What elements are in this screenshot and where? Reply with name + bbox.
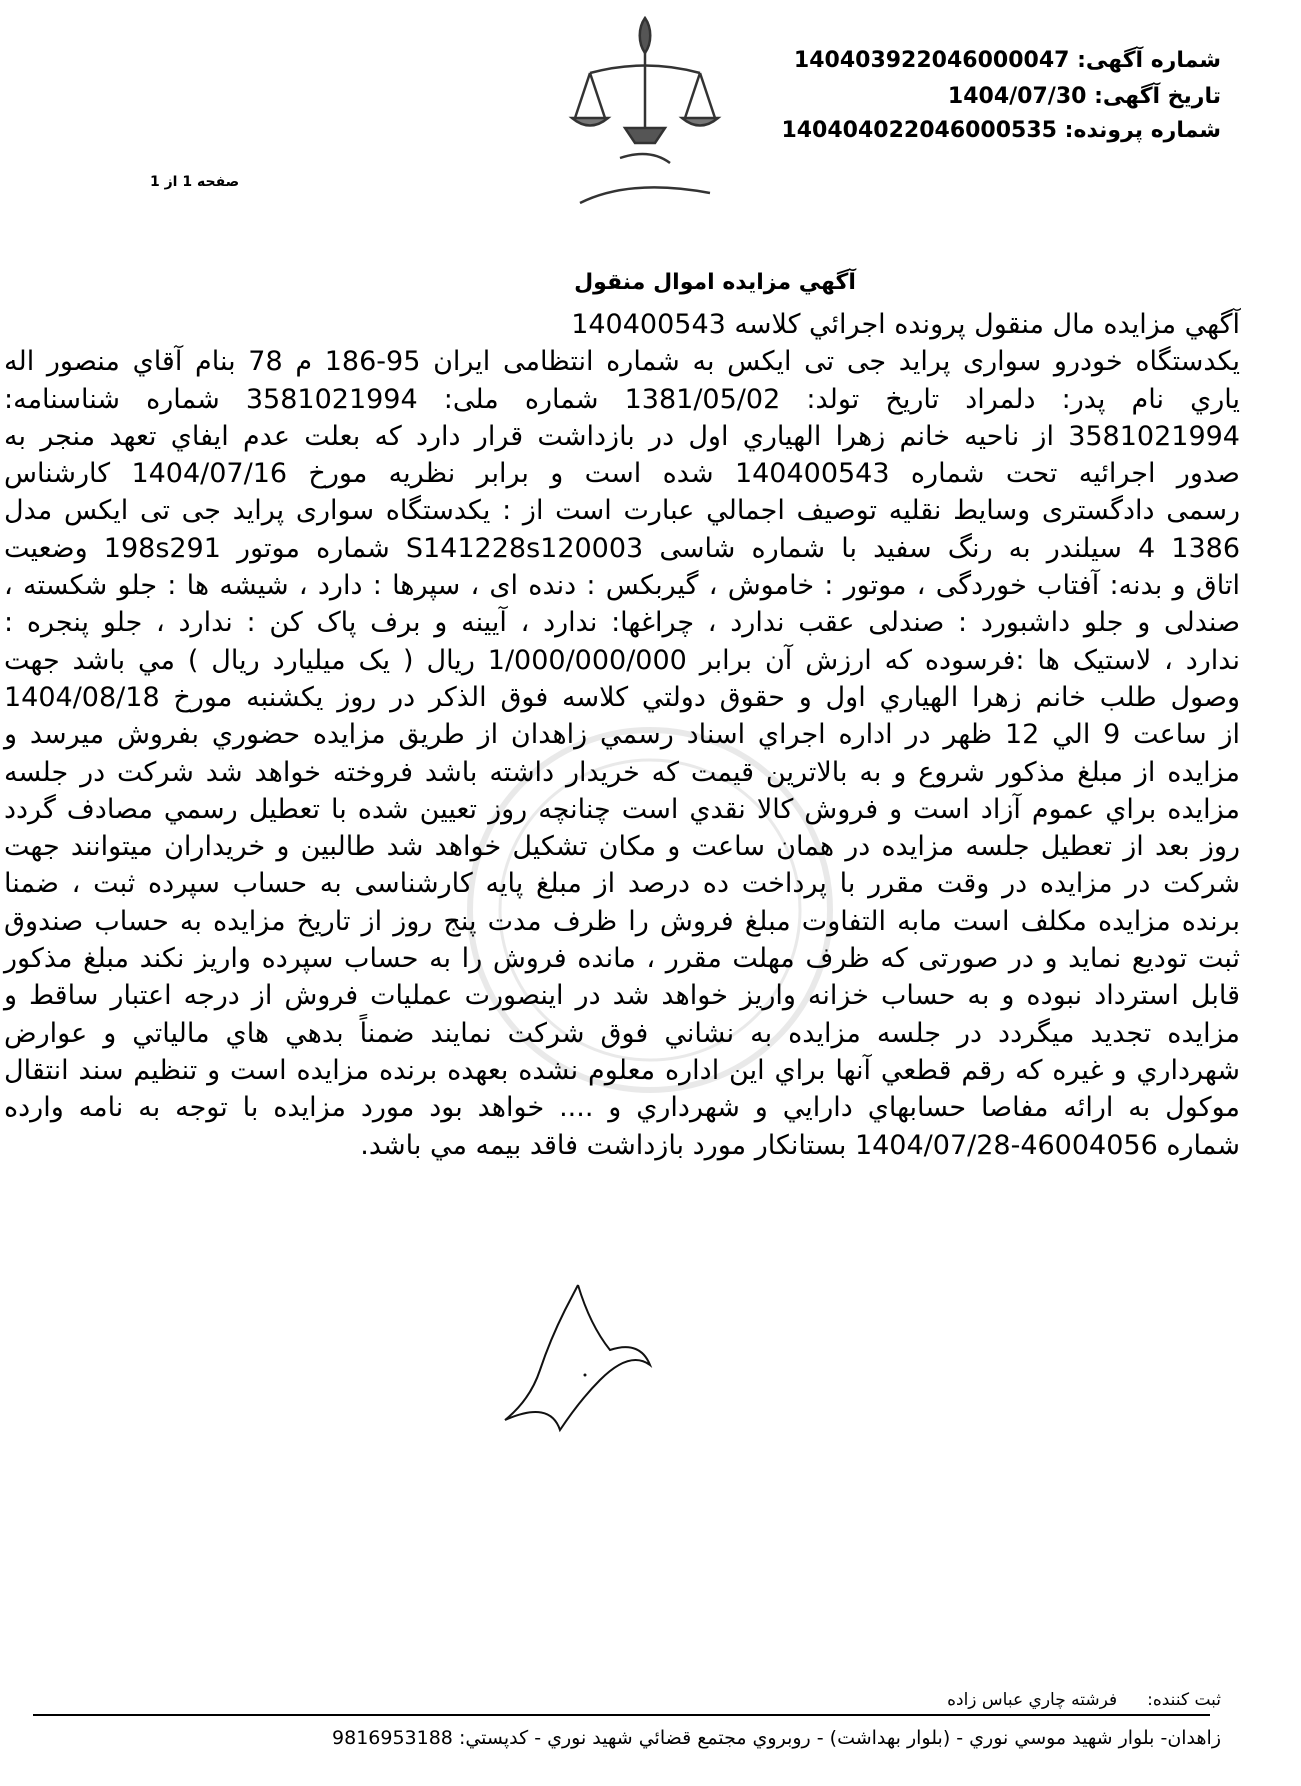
- body-line: 1386 4 سیلندر به رنگ سفید با شماره شاسی S141228s120003 شماره موتور 198s291 وضعیت: [4, 532, 1240, 564]
- notice-body: [4, 306, 1240, 1164]
- body-line: موكول به ارائه مفاصا حسابهاي دارايي و شهرداري و .... خواهد بود مورد مزايده با توجه به نامه وارده: [4, 1092, 1240, 1124]
- body-line: قابل استرداد نبوده و به حساب خزانه واریز خواهد شد در اینصورت عملیات فروش از درجه اعتبار ساقط و: [4, 980, 1240, 1012]
- registrar-label: ثبت كننده:: [1147, 1690, 1221, 1710]
- body-line: صندلی و جلو داشبورد : صندلی عقب ندارد ، چراغها: ندارد ، آیینه و برف پاک کن : ندارد ، جلو پنجره :: [4, 607, 1240, 639]
- body-line: اتاق و بدنه: آفتاب خوردگی ، موتور : خاموش ، گیربکس : دنده ای ، سپرها : دارد ، شیشه ها : جلو شکسته ،: [4, 570, 1240, 602]
- footer-address: زاهدان- بلوار شهيد موسي نوري - (بلوار بهداشت) - روبروي مجتمع قضائي شهيد نوري - كدپستي: 9816953188: [332, 1727, 1221, 1749]
- judiciary-emblem-logo: [560, 8, 730, 223]
- body-line: شرکت در مزایده در وقت مقرر با پرداخت ده درصد از مبلغ پایه کارشناسی به حساب سپرده ثبت ، ضمنا: [4, 868, 1240, 900]
- body-line: وصول طلب خانم زهرا الهياري اول و حقوق دولتي كلاسه فوق الذكر در روز يكشنبه مورخ 1404/08/18: [4, 681, 1240, 713]
- body-line: از ساعت 9 الي 12 ظهر در اداره اجراي اسناد رسمي زاهدان از طريق مزايده حضوري بفروش ميرسد و: [4, 719, 1240, 751]
- body-line: ياري نام پدر: دلمراد تاريخ تولد: 1381/05/02 شماره ملی: 3581021994 شماره شناسنامه:: [4, 383, 1240, 415]
- ad-number-value: 140403922046000047: [793, 48, 1070, 73]
- body-line: شماره 46004056-1404/07/28 بستانکار مورد بازداشت فاقد بیمه مي باشد.: [360, 1129, 1240, 1161]
- body-line: ثبت تودیع نماید و در صورتی که ظرف مهلت مقرر ، مانده فروش را به حساب سپرده واریز نکند مبلغ مذکور: [4, 943, 1240, 975]
- ad-number-label: شماره آگهی:: [1077, 48, 1221, 73]
- page-indicator: صفحه 1 از 1: [150, 174, 240, 190]
- body-line: روز بعد از تعطيل جلسه مزايده در همان ساعت و مكان تشكيل خواهد شد طالبين و خريداران ميتوانند جهت: [4, 831, 1240, 863]
- body-line: رسمی دادگستری وسايط نقليه توصيف اجمالي عبارت است از : يكدستگاه سواری پراید جی تی ایکس مدل: [4, 495, 1240, 527]
- ad-date-label: تاریخ آگهی:: [1094, 84, 1221, 109]
- ad-number: [794, 48, 1221, 73]
- registrar-name: فرشته چاري عباس زاده: [947, 1690, 1118, 1710]
- ad-date-value: 1404/07/30: [947, 84, 1087, 109]
- ad-date: [948, 84, 1221, 109]
- notice-title: آگهي مزايده اموال منقول: [574, 270, 856, 295]
- body-line: آگهي مزايده مال منقول پرونده اجرائي كلاسه 140400543: [571, 309, 1240, 340]
- body-line: برنده مزایده مکلف است مابه التفاوت مبلغ فروش را ظرف مدت پنج روز از تاریخ مزایده به حساب صندوق: [4, 905, 1240, 937]
- body-line: ندارد ، لاستیک ها :فرسوده كه ارزش آن برابر 1/000/000/000 ريال ( یک میلیارد ريال ) مي باشد جهت: [4, 644, 1240, 676]
- footer-divider: [33, 1714, 1210, 1716]
- case-number-value: 140404022046000535: [781, 118, 1057, 143]
- body-line: شهرداري و غيره كه رقم قطعي آنها براي اين اداره معلوم نشده بعهده برنده مزايده است و تنظيم سند انتقال: [4, 1054, 1240, 1086]
- body-line: مزايده تجديد ميگردد در جلسه مزايده به نشاني فوق شركت نمايند ضمناً بدهي هاي مالياتي و عوارض: [4, 1017, 1240, 1049]
- case-number: [781, 118, 1221, 143]
- body-line: مزايده براي عموم آزاد است و فروش كالا نقدي است چنانچه روز تعيين شده با تعطيل رسمي مصادف گردد: [4, 793, 1240, 825]
- signature: [490, 1280, 680, 1440]
- body-line: يكدستگاه خودرو سواری پراید جی تی ایکس به شماره انتظامی ایران 95-186 م 78 بنام آقاي منصور اله: [4, 346, 1241, 378]
- body-line: صدور اجرائيه تحت شماره 140400543 شده است و برابر نظريه مورخ 1404/07/16 كارشناس: [4, 458, 1240, 490]
- body-line: مزايده از مبلغ مذكور شروع و به بالاترين قيمت كه خريدار داشته باشد فروخته خواهد شد شركت در جلسه: [4, 756, 1240, 788]
- registrar: [947, 1690, 1221, 1710]
- body-line: 3581021994 از ناحيه خانم زهرا الهياري اول در بازداشت قرار دارد كه بعلت عدم ايفاي تعهد منجر به: [4, 420, 1240, 452]
- case-number-label: شماره پرونده:: [1064, 118, 1221, 143]
